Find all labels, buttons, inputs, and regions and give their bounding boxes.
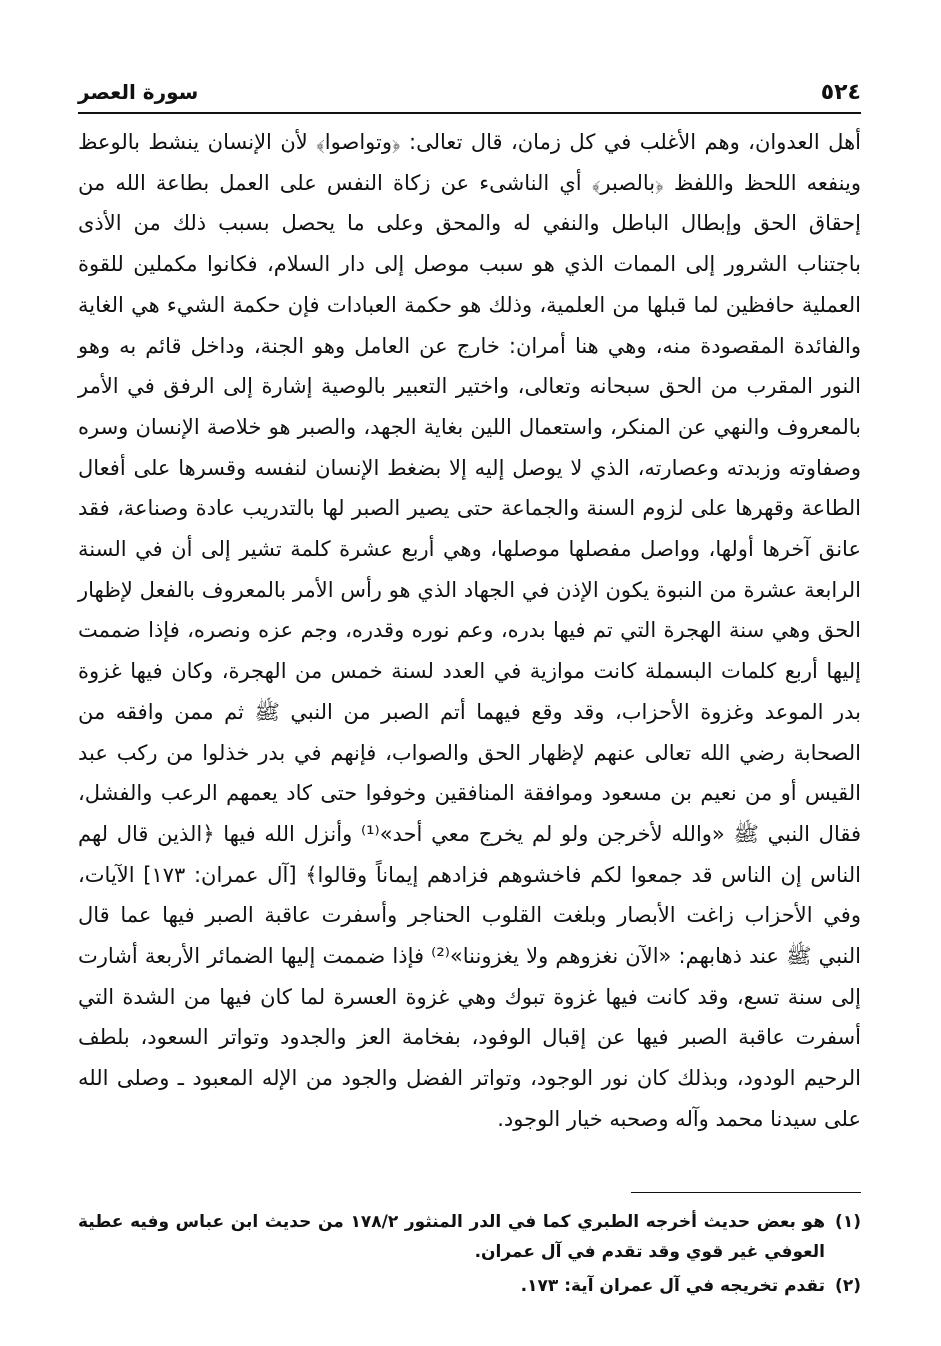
page-header (78, 78, 861, 114)
footnote-number: (٢) (835, 1276, 861, 1296)
surah-title: سورة العصر (78, 80, 199, 104)
footnote-text: هو بعض حديث أخرجه الطبري كما في الدر المنثور ١٧٨/٢ من حديث ابن عباس وفيه عطية العوفي غير قوي وقد تقدم في آل عمران. (78, 1212, 825, 1262)
footnote-2 (78, 1271, 861, 1301)
page-number: ٥٢٤ (820, 80, 861, 105)
footnote-number: (١) (835, 1212, 861, 1232)
footnotes (78, 1207, 861, 1305)
footnote-text: تقدم تخريجه في آل عمران آية: ١٧٣. (520, 1276, 825, 1296)
main-text (78, 122, 861, 1140)
footnote-1 (78, 1207, 861, 1267)
footnote-separator (631, 1192, 861, 1193)
body-paragraph: أهل العدوان، وهم الأغلب في كل زمان، قال تعالى: ﴿وتواصوا﴾ لأن الإنسان ينشط بالوعظ وينفعه اللحظ واللفظ ﴿بالصبر﴾ أي الناشىء عن زكاة النفس على العمل بطاعة الله من إحقاق الحق وإبطال الباطل والنفي له والمحق وعلى ما يحصل بسبب ذلك من الأذى باجتناب الشرور إلى الممات الذي هو سبب موصل إلى دار السلام، فكانوا مكملين للقوة العملية حافظين لما قبلها من العلمية، وذلك هو حكمة العبادات فإن حكمة الشيء هي الغاية والفائدة المقصودة منه، وهي هنا أمران: خارج عن العامل وهو الجنة، وداخل قائم به وهو النور المقرب من الحق سبحانه وتعالى، واختير التعبير بالوصية إشارة إلى الرفق في الأمر بالمعروف والنهي عن المنكر، واستعمال اللين بغاية الجهد، والصبر هو خلاصة الإنسان وسره وصفاوته وزبدته وعصارته، الذي لا يوصل إليه إلا بضغط الإنسان لنفسه وقسرها على أفعال الطاعة وقهرها على لزوم السنة والجماعة حتى يصير الصبر لها بالتدريب عادة وصناعة، فقد عانق آخرها أولها، وواصل مفصلها موصلها، وهي أربع عشرة كلمة تشير إلى أن في السنة الرابعة عشرة من النبوة يكون الإذن في الجهاد الذي هو رأس الأمر بالمعروف بالفعل لإظهار الحق وهي سنة الهجرة التي تم فيها بدره، وعم نوره وقدره، وجم عزه ونصره، فإذا ضممت إليها أربع كلمات البسملة كانت موازية في العدد لسنة خمس من الهجرة، وكان فيها غزوة بدر الموعد وغزوة الأحزاب، وقد وقع فيهما أتم الصبر من النبي ﷺ ثم ممن وافقه من الصحابة رضي الله تعالى عنهم لإظهار الحق والصواب، فإنهم في بدر خذلوا من ركب عبد القيس أو من نعيم بن مسعود وموافقة المنافقين وخوفوا حتى كاد يعمهم الرعب والفشل، فقال النبي ﷺ «والله لأخرجن ولو لم يخرج معي أحد»⁽¹⁾ وأنزل الله فيها ﴿الذين قال لهم الناس إن الناس قد جمعوا لكم فاخشوهم فزادهم إيماناً وقالوا﴾ [آل عمران: ١٧٣] الآيات، وفي الأحزاب زاغت الأبصار وبلغت القلوب الحناجر وأسفرت عاقبة الصبر فيها عما قال النبي ﷺ عند ذهابهم: «الآن نغزوهم ولا يغزوننا»⁽²⁾ فإذا ضممت إليها الضمائر الأربعة أشارت إلى سنة تسع، وقد كانت فيها غزوة تبوك وهي غزوة العسرة لما كان فيها من الشدة التي أسفرت عاقبة الصبر فيها عن إقبال الوفود، بفخامة العز والجدود وتواتر السعود، بلطف الرحيم الودود، وبذلك كان نور الوجود، وتواتر الفضل والجود من الإله المعبود ـ وصلى الله على سيدنا محمد وآله وصحبه خيار الوجود. (78, 130, 861, 1131)
